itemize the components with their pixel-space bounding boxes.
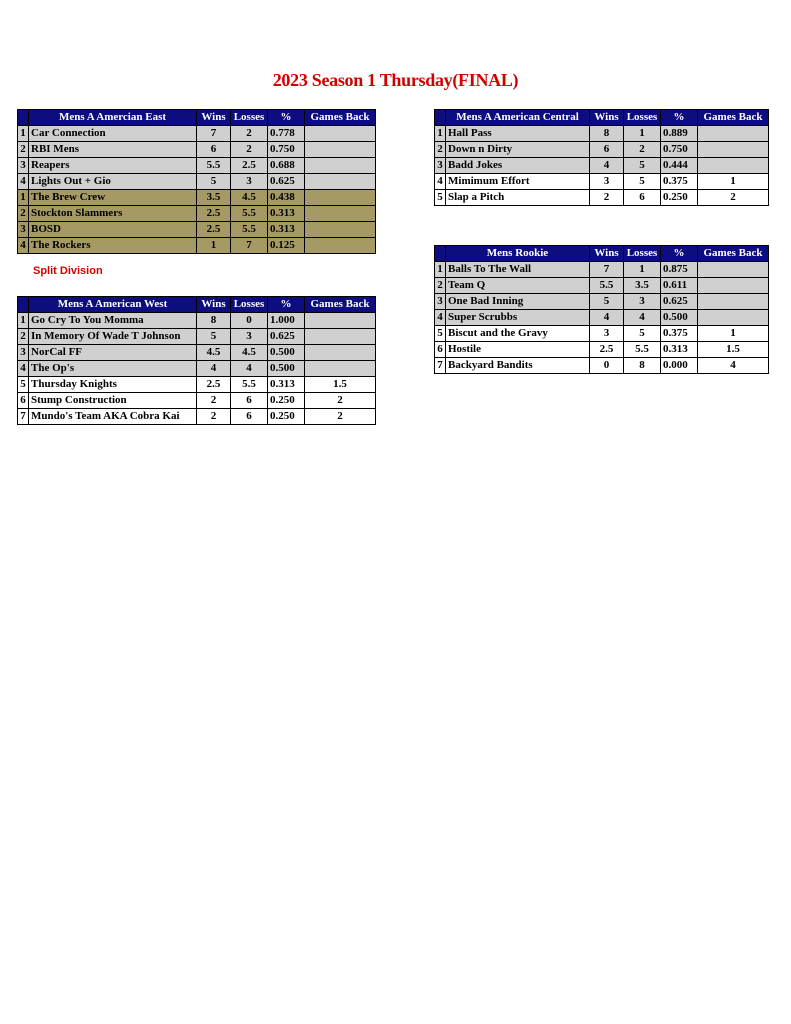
team-name-cell: Mundo's Team AKA Cobra Kai	[29, 409, 197, 425]
pct-cell: 0.375	[661, 326, 698, 342]
wins-cell: 5.5	[590, 278, 624, 294]
rank-cell: 7	[18, 409, 29, 425]
wins-header: Wins	[590, 110, 624, 126]
header-row	[18, 297, 376, 313]
wins-cell: 5	[590, 294, 624, 310]
wins-header: Wins	[197, 110, 231, 126]
pct-header: %	[661, 246, 698, 262]
losses-cell: 0	[231, 313, 268, 329]
games-back-cell: 1.5	[305, 377, 376, 393]
wins-cell: 7	[197, 126, 231, 142]
team-name-cell: Team Q	[446, 278, 590, 294]
team-name-cell: Stump Construction	[29, 393, 197, 409]
rank-cell: 3	[18, 222, 29, 238]
wins-cell: 7	[590, 262, 624, 278]
wins-cell: 4	[590, 158, 624, 174]
wins-cell: 2.5	[197, 222, 231, 238]
games-back-cell	[698, 262, 769, 278]
games-back-cell: 1.5	[698, 342, 769, 358]
team-name-cell: Thursday Knights	[29, 377, 197, 393]
rank-cell: 4	[18, 361, 29, 377]
standings-table-central	[434, 109, 769, 206]
division-name-header: Mens A Amercian East	[29, 110, 197, 126]
games-back-cell	[305, 206, 376, 222]
standings-table-west	[17, 296, 376, 425]
team-row	[18, 174, 376, 190]
games-back-cell	[305, 222, 376, 238]
losses-cell: 3	[231, 329, 268, 345]
losses-cell: 3	[231, 174, 268, 190]
wins-cell: 8	[197, 313, 231, 329]
rank-cell: 2	[435, 142, 446, 158]
pct-cell: 0.250	[661, 190, 698, 206]
wins-cell: 4	[197, 361, 231, 377]
games-back-cell: 2	[698, 190, 769, 206]
team-row	[435, 326, 769, 342]
team-name-cell: NorCal FF	[29, 345, 197, 361]
pct-cell: 0.313	[268, 377, 305, 393]
games-back-header: Games Back	[305, 297, 376, 313]
team-row	[18, 329, 376, 345]
team-row	[18, 126, 376, 142]
team-name-cell: Down n Dirty	[446, 142, 590, 158]
wins-cell: 8	[590, 126, 624, 142]
pct-cell: 0.625	[268, 329, 305, 345]
games-back-cell	[305, 329, 376, 345]
rank-header	[18, 297, 29, 313]
team-name-cell: Go Cry To You Momma	[29, 313, 197, 329]
rank-cell: 2	[18, 206, 29, 222]
rank-cell: 1	[18, 190, 29, 206]
rank-cell: 2	[18, 329, 29, 345]
team-name-cell: One Bad Inning	[446, 294, 590, 310]
games-back-cell	[698, 278, 769, 294]
games-back-cell	[305, 238, 376, 254]
rank-header	[435, 110, 446, 126]
wins-cell: 2.5	[590, 342, 624, 358]
team-row	[18, 142, 376, 158]
games-back-cell: 1	[698, 174, 769, 190]
pct-cell: 0.889	[661, 126, 698, 142]
losses-cell: 7	[231, 238, 268, 254]
rank-cell: 2	[18, 142, 29, 158]
losses-cell: 1	[624, 262, 661, 278]
team-row	[18, 313, 376, 329]
pct-cell: 0.375	[661, 174, 698, 190]
pct-header: %	[661, 110, 698, 126]
losses-cell: 2	[624, 142, 661, 158]
rank-cell: 3	[435, 158, 446, 174]
pct-cell: 0.313	[268, 222, 305, 238]
losses-cell: 5.5	[231, 206, 268, 222]
rank-cell: 5	[435, 326, 446, 342]
wins-cell: 4	[590, 310, 624, 326]
games-back-cell	[698, 142, 769, 158]
team-row	[435, 190, 769, 206]
wins-cell: 5	[197, 329, 231, 345]
rank-cell: 1	[18, 313, 29, 329]
team-name-cell: BOSD	[29, 222, 197, 238]
games-back-cell	[305, 158, 376, 174]
team-row	[435, 142, 769, 158]
team-name-cell: Mimimum Effort	[446, 174, 590, 190]
pct-cell: 1.000	[268, 313, 305, 329]
header-row	[435, 110, 769, 126]
losses-cell: 5.5	[231, 377, 268, 393]
rank-cell: 7	[435, 358, 446, 374]
wins-cell: 1	[197, 238, 231, 254]
pct-cell: 0.125	[268, 238, 305, 254]
team-name-cell: Super Scrubbs	[446, 310, 590, 326]
wins-cell: 3	[590, 326, 624, 342]
team-name-cell: Car Connection	[29, 126, 197, 142]
pct-cell: 0.000	[661, 358, 698, 374]
games-back-cell	[698, 294, 769, 310]
wins-cell: 0	[590, 358, 624, 374]
games-back-header: Games Back	[305, 110, 376, 126]
losses-cell: 2	[231, 142, 268, 158]
pct-cell: 0.778	[268, 126, 305, 142]
wins-header: Wins	[590, 246, 624, 262]
rank-cell: 2	[435, 278, 446, 294]
pct-cell: 0.625	[268, 174, 305, 190]
wins-cell: 2	[197, 409, 231, 425]
wins-cell: 5	[197, 174, 231, 190]
rank-cell: 6	[18, 393, 29, 409]
losses-cell: 5.5	[624, 342, 661, 358]
losses-cell: 2	[231, 126, 268, 142]
division-name-header: Mens A American Central	[446, 110, 590, 126]
losses-cell: 1	[624, 126, 661, 142]
pct-cell: 0.250	[268, 393, 305, 409]
rank-cell: 3	[435, 294, 446, 310]
pct-cell: 0.625	[661, 294, 698, 310]
pct-header: %	[268, 297, 305, 313]
losses-cell: 5.5	[231, 222, 268, 238]
team-row	[435, 158, 769, 174]
losses-cell: 5	[624, 174, 661, 190]
wins-cell: 2.5	[197, 206, 231, 222]
team-row	[18, 377, 376, 393]
games-back-cell	[305, 313, 376, 329]
rank-cell: 1	[435, 126, 446, 142]
games-back-cell	[698, 310, 769, 326]
header-row	[435, 246, 769, 262]
team-name-cell: Hall Pass	[446, 126, 590, 142]
games-back-cell	[698, 126, 769, 142]
losses-cell: 4	[624, 310, 661, 326]
pct-header: %	[268, 110, 305, 126]
rank-cell: 6	[435, 342, 446, 358]
losses-header: Losses	[231, 110, 268, 126]
team-row	[18, 158, 376, 174]
page-title: 2023 Season 1 Thursday(FINAL)	[272, 70, 519, 90]
team-row	[18, 409, 376, 425]
team-name-cell: The Brew Crew	[29, 190, 197, 206]
wins-cell: 2	[197, 393, 231, 409]
wins-cell: 6	[590, 142, 624, 158]
split-division-note: Split Division	[33, 265, 103, 277]
standings-table-rookie	[434, 245, 769, 374]
rank-cell: 5	[18, 377, 29, 393]
pct-cell: 0.750	[661, 142, 698, 158]
team-name-cell: Lights Out + Gio	[29, 174, 197, 190]
pct-cell: 0.500	[268, 361, 305, 377]
games-back-cell	[305, 174, 376, 190]
games-back-cell	[698, 158, 769, 174]
games-back-cell	[305, 345, 376, 361]
team-name-cell: Stockton Slammers	[29, 206, 197, 222]
wins-cell: 5.5	[197, 158, 231, 174]
rank-cell: 4	[18, 174, 29, 190]
games-back-cell: 2	[305, 393, 376, 409]
games-back-cell	[305, 190, 376, 206]
losses-cell: 3.5	[624, 278, 661, 294]
team-name-cell: Reapers	[29, 158, 197, 174]
team-name-cell: The Op's	[29, 361, 197, 377]
team-row	[18, 222, 376, 238]
team-row	[435, 310, 769, 326]
rank-cell: 4	[435, 310, 446, 326]
team-row	[18, 361, 376, 377]
losses-cell: 2.5	[231, 158, 268, 174]
losses-cell: 6	[231, 393, 268, 409]
team-name-cell: Hostile	[446, 342, 590, 358]
header-row	[18, 110, 376, 126]
rank-cell: 4	[435, 174, 446, 190]
team-row	[18, 206, 376, 222]
games-back-header: Games Back	[698, 246, 769, 262]
rank-cell: 3	[18, 158, 29, 174]
team-row	[18, 393, 376, 409]
team-name-cell: RBI Mens	[29, 142, 197, 158]
losses-header: Losses	[231, 297, 268, 313]
pct-cell: 0.688	[268, 158, 305, 174]
losses-cell: 8	[624, 358, 661, 374]
pct-cell: 0.500	[661, 310, 698, 326]
pct-cell: 0.611	[661, 278, 698, 294]
games-back-cell	[305, 126, 376, 142]
wins-cell: 4.5	[197, 345, 231, 361]
wins-cell: 3.5	[197, 190, 231, 206]
games-back-header: Games Back	[698, 110, 769, 126]
rank-header	[18, 110, 29, 126]
losses-cell: 4.5	[231, 345, 268, 361]
rank-cell: 3	[18, 345, 29, 361]
team-name-cell: Balls To The Wall	[446, 262, 590, 278]
team-name-cell: Biscut and the Gravy	[446, 326, 590, 342]
games-back-cell: 4	[698, 358, 769, 374]
pct-cell: 0.750	[268, 142, 305, 158]
team-row	[435, 126, 769, 142]
team-row	[435, 342, 769, 358]
team-row	[435, 174, 769, 190]
losses-cell: 6	[231, 409, 268, 425]
team-name-cell: Slap a Pitch	[446, 190, 590, 206]
team-row	[18, 190, 376, 206]
pct-cell: 0.444	[661, 158, 698, 174]
team-name-cell: Backyard Bandits	[446, 358, 590, 374]
losses-header: Losses	[624, 110, 661, 126]
division-name-header: Mens Rookie	[446, 246, 590, 262]
team-name-cell: Badd Jokes	[446, 158, 590, 174]
pct-cell: 0.875	[661, 262, 698, 278]
games-back-cell: 2	[305, 409, 376, 425]
team-row	[435, 262, 769, 278]
wins-cell: 2.5	[197, 377, 231, 393]
team-name-cell: The Rockers	[29, 238, 197, 254]
pct-cell: 0.250	[268, 409, 305, 425]
losses-cell: 4	[231, 361, 268, 377]
rank-cell: 4	[18, 238, 29, 254]
wins-cell: 2	[590, 190, 624, 206]
losses-cell: 5	[624, 326, 661, 342]
losses-cell: 5	[624, 158, 661, 174]
pct-cell: 0.438	[268, 190, 305, 206]
standings-table-east	[17, 109, 376, 254]
pct-cell: 0.500	[268, 345, 305, 361]
losses-cell: 4.5	[231, 190, 268, 206]
team-row	[18, 345, 376, 361]
losses-cell: 6	[624, 190, 661, 206]
games-back-cell	[305, 361, 376, 377]
rank-cell: 5	[435, 190, 446, 206]
rank-cell: 1	[435, 262, 446, 278]
games-back-cell: 1	[698, 326, 769, 342]
losses-cell: 3	[624, 294, 661, 310]
pct-cell: 0.313	[661, 342, 698, 358]
team-row	[435, 278, 769, 294]
wins-cell: 3	[590, 174, 624, 190]
losses-header: Losses	[624, 246, 661, 262]
team-row	[435, 294, 769, 310]
wins-cell: 6	[197, 142, 231, 158]
team-row	[435, 358, 769, 374]
pct-cell: 0.313	[268, 206, 305, 222]
team-row	[18, 238, 376, 254]
rank-header	[435, 246, 446, 262]
rank-cell: 1	[18, 126, 29, 142]
team-name-cell: In Memory Of Wade T Johnson	[29, 329, 197, 345]
division-name-header: Mens A American West	[29, 297, 197, 313]
games-back-cell	[305, 142, 376, 158]
wins-header: Wins	[197, 297, 231, 313]
